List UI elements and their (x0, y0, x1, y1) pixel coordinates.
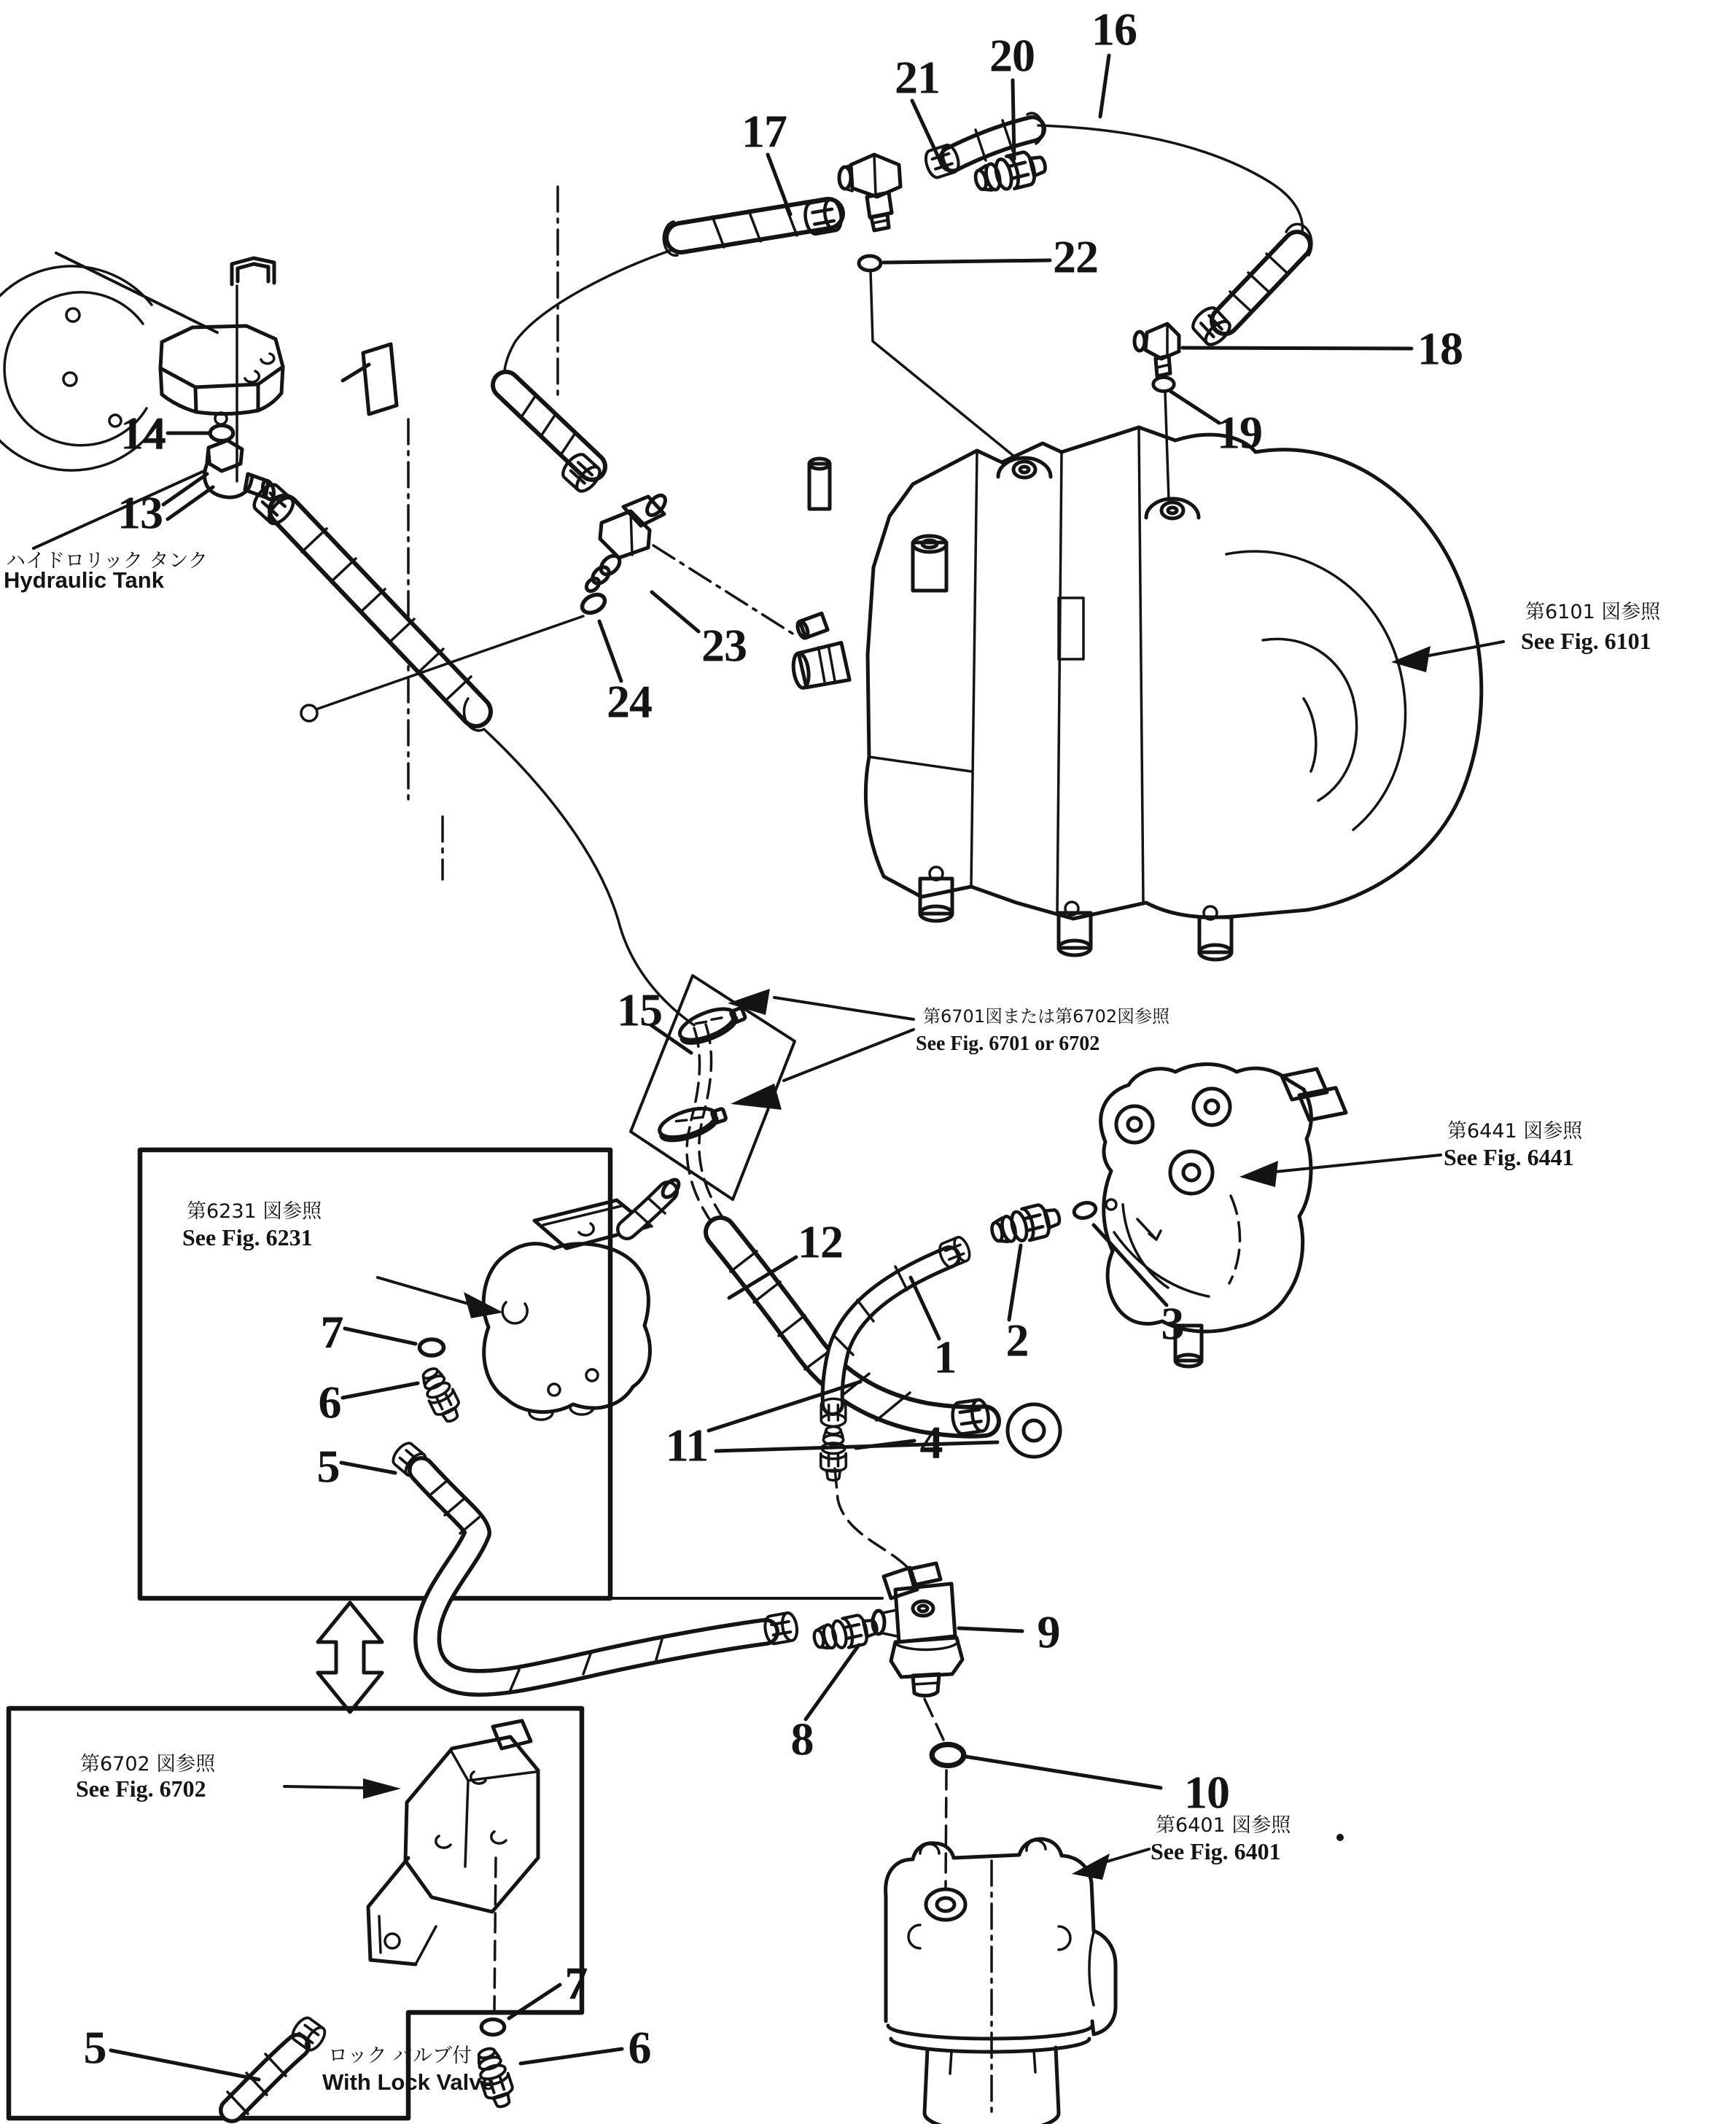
callout-number-5-26: 5 (83, 2021, 106, 2074)
callout-number-9-21: 9 (1037, 1606, 1060, 1658)
note-6701-arrow-line-1 (774, 997, 914, 1019)
valve-6401 (886, 1839, 1116, 2124)
lock-valve-caption-en: With Lock Valve (322, 2069, 494, 2095)
oring-10 (932, 1745, 964, 1766)
callout-number-18-5: 18 (1417, 322, 1463, 375)
hose-17-hidden-line (505, 249, 674, 382)
callout-number-3-15: 3 (1161, 1297, 1184, 1350)
oring-24 (579, 591, 607, 617)
callout-number-23-9: 23 (701, 619, 747, 672)
fitting-8 (811, 1612, 879, 1654)
note-6441 (1239, 1120, 1583, 1187)
oring-7a (420, 1339, 444, 1355)
oring-7b (481, 2020, 505, 2035)
pump-left-port (791, 642, 850, 689)
hose-5b (227, 2015, 328, 2114)
pump-foot (1199, 906, 1231, 960)
note-6101-jp: 第6101 図参照 (1525, 601, 1661, 623)
pump-boss-2 (1146, 499, 1199, 518)
valve-6401-outline (886, 1839, 1116, 2034)
note-6101 (1391, 601, 1661, 672)
motor-inner-arc (1114, 1205, 1209, 1296)
note-6231-arrow-line (378, 1277, 468, 1304)
pump-front-block (1059, 598, 1083, 659)
note-6702-arrow-line (284, 1786, 366, 1788)
hose-11-end (1008, 1404, 1060, 1457)
hose-13-flow-line (486, 731, 694, 1025)
callout-number-6-19: 6 (318, 1376, 341, 1428)
callout-number-4-17: 4 (919, 1416, 943, 1468)
note-6701-arrowhead-2 (731, 1084, 782, 1110)
oring-22-drop-line (871, 271, 1018, 459)
motor-inner-arc-dash (1229, 1196, 1240, 1283)
valve-top-hole (926, 1889, 965, 1920)
fitting-4-assembly-line (835, 1468, 913, 1573)
tank-label-jp: ハイドロリック タンク (6, 550, 208, 572)
motor-6441 (1101, 1065, 1346, 1367)
tee-fitting-9 (873, 1563, 962, 1696)
note-6401 (1072, 1814, 1344, 1880)
callout-number-16-0: 16 (1091, 3, 1137, 55)
valve-flange (888, 2026, 1092, 2052)
tee-port-ring (913, 1601, 933, 1616)
note-6702-arrowhead (363, 1778, 401, 1799)
elbow-18 (1134, 324, 1179, 376)
flange-bolt-hole (63, 373, 77, 386)
note-6101-arrow-line (1425, 642, 1503, 656)
callout-number-7-18: 7 (320, 1306, 343, 1358)
elbow-21 (839, 155, 900, 230)
callout-number-2-14: 2 (1005, 1314, 1029, 1366)
hose-16 (923, 113, 1312, 349)
note-6441-en: See Fig. 6441 (1444, 1144, 1574, 1170)
motor-bolt-boss (1170, 1151, 1213, 1194)
clamp-15a (676, 1000, 748, 1049)
callout-number-7-24: 7 (564, 1957, 588, 2010)
valve-6231 (483, 1177, 682, 1420)
pump-6101 (791, 427, 1482, 960)
elbow-23 (584, 492, 669, 594)
hose-17 (505, 198, 844, 495)
note-6401-jp: 第6401 図参照 (1156, 1814, 1291, 1837)
pump-bell-arc-1 (1226, 551, 1406, 830)
lock-valve-assembly-line (494, 1858, 496, 2012)
fitting-2 (989, 1201, 1063, 1249)
callout-layer (84, 4, 1463, 2074)
hose-16-flow-line (1038, 125, 1302, 239)
note-6702-jp: 第6702 図参照 (80, 1753, 216, 1775)
side-bracket (343, 344, 397, 414)
callout-number-21-2: 21 (895, 51, 940, 104)
callout-number-10-23: 10 (1184, 1766, 1229, 1818)
pump-foot (1059, 902, 1091, 955)
flange-bolt-hole (66, 308, 79, 322)
note-6401-arrowhead (1072, 1853, 1110, 1880)
callout-number-13-8: 13 (117, 486, 163, 539)
fitting-6a (417, 1364, 465, 1426)
pump-bell-arc-3 (1304, 699, 1316, 771)
motor-bolt-boss (1194, 1089, 1230, 1125)
tank-cap (160, 326, 283, 424)
valve-hook-marks (908, 1925, 1070, 1950)
note-6101-en: See Fig. 6101 (1521, 628, 1651, 654)
oring-19-drop-line (1165, 392, 1169, 500)
callout-number-12-12: 12 (798, 1215, 843, 1268)
callout-number-20-1: 20 (989, 29, 1035, 82)
callout-number-1-13: 1 (933, 1331, 957, 1383)
callout-number-17-3: 17 (742, 105, 787, 157)
fitting-4 (821, 1427, 846, 1480)
stray-dot (1336, 1834, 1344, 1841)
note-6701-jp: 第6701図または第6702図参照 (923, 1006, 1170, 1027)
callout-number-24-10: 24 (607, 675, 652, 728)
note-6401-en: See Fig. 6401 (1151, 1838, 1281, 1864)
pump-stud (809, 459, 830, 509)
option-double-arrow (318, 1603, 382, 1712)
callout-number-15-11: 15 (617, 984, 662, 1036)
tank-bracket (232, 258, 274, 284)
note-6441-jp: 第6441 図参照 (1447, 1120, 1583, 1143)
pump-small-stub (795, 613, 828, 639)
note-6441-arrowhead (1239, 1161, 1278, 1187)
motor-port-arrow (1137, 1219, 1161, 1240)
lock-valve-6702 (368, 1721, 538, 1964)
clamp-15b (656, 1100, 728, 1146)
lock-valve-caption-jp: ロック バルブ付 (328, 2045, 472, 2067)
pump-facets (869, 430, 1143, 914)
hose-13 (250, 481, 694, 1025)
option-box-6231 (140, 1150, 882, 1598)
note-6701-en: See Fig. 6701 or 6702 (916, 1032, 1100, 1055)
pump-bell-arc-2 (1263, 639, 1357, 801)
note-6702-en: See Fig. 6702 (76, 1775, 206, 1802)
oring-19 (1153, 378, 1175, 392)
callout-number-8-22: 8 (790, 1713, 814, 1765)
note-6701-arrow-line-2 (784, 1030, 914, 1081)
callout-number-11-16: 11 (665, 1419, 709, 1471)
note-6231-jp: 第6231 図参照 (187, 1200, 322, 1223)
note-6441-arrow-line (1276, 1155, 1441, 1172)
callout-number-14-7: 14 (120, 407, 166, 459)
assembly-line-end-mark (301, 705, 317, 721)
oring-14 (210, 426, 233, 441)
callout-number-5-20: 5 (316, 1440, 340, 1493)
motor-bolt-boss (1116, 1106, 1153, 1143)
callout-number-19-6: 19 (1217, 406, 1262, 459)
callout-number-22-4: 22 (1053, 230, 1098, 283)
pump-filler-neck (913, 536, 946, 591)
motor-port-hole (1106, 1199, 1116, 1210)
oring-22 (859, 256, 881, 271)
note-6701 (728, 989, 1170, 1110)
callout-number-6-25: 6 (628, 2021, 651, 2074)
oring-3 (1073, 1200, 1097, 1220)
valve-bulge-line (1089, 1932, 1094, 2005)
flange-bolt-hole (109, 415, 121, 427)
tee-assembly-line (925, 1699, 946, 1887)
tank-label-en: Hydraulic Tank (4, 567, 164, 593)
note-6231-en: See Fig. 6231 (182, 1224, 313, 1250)
hydraulic-tank (0, 253, 443, 879)
elbow-13 (205, 440, 276, 500)
